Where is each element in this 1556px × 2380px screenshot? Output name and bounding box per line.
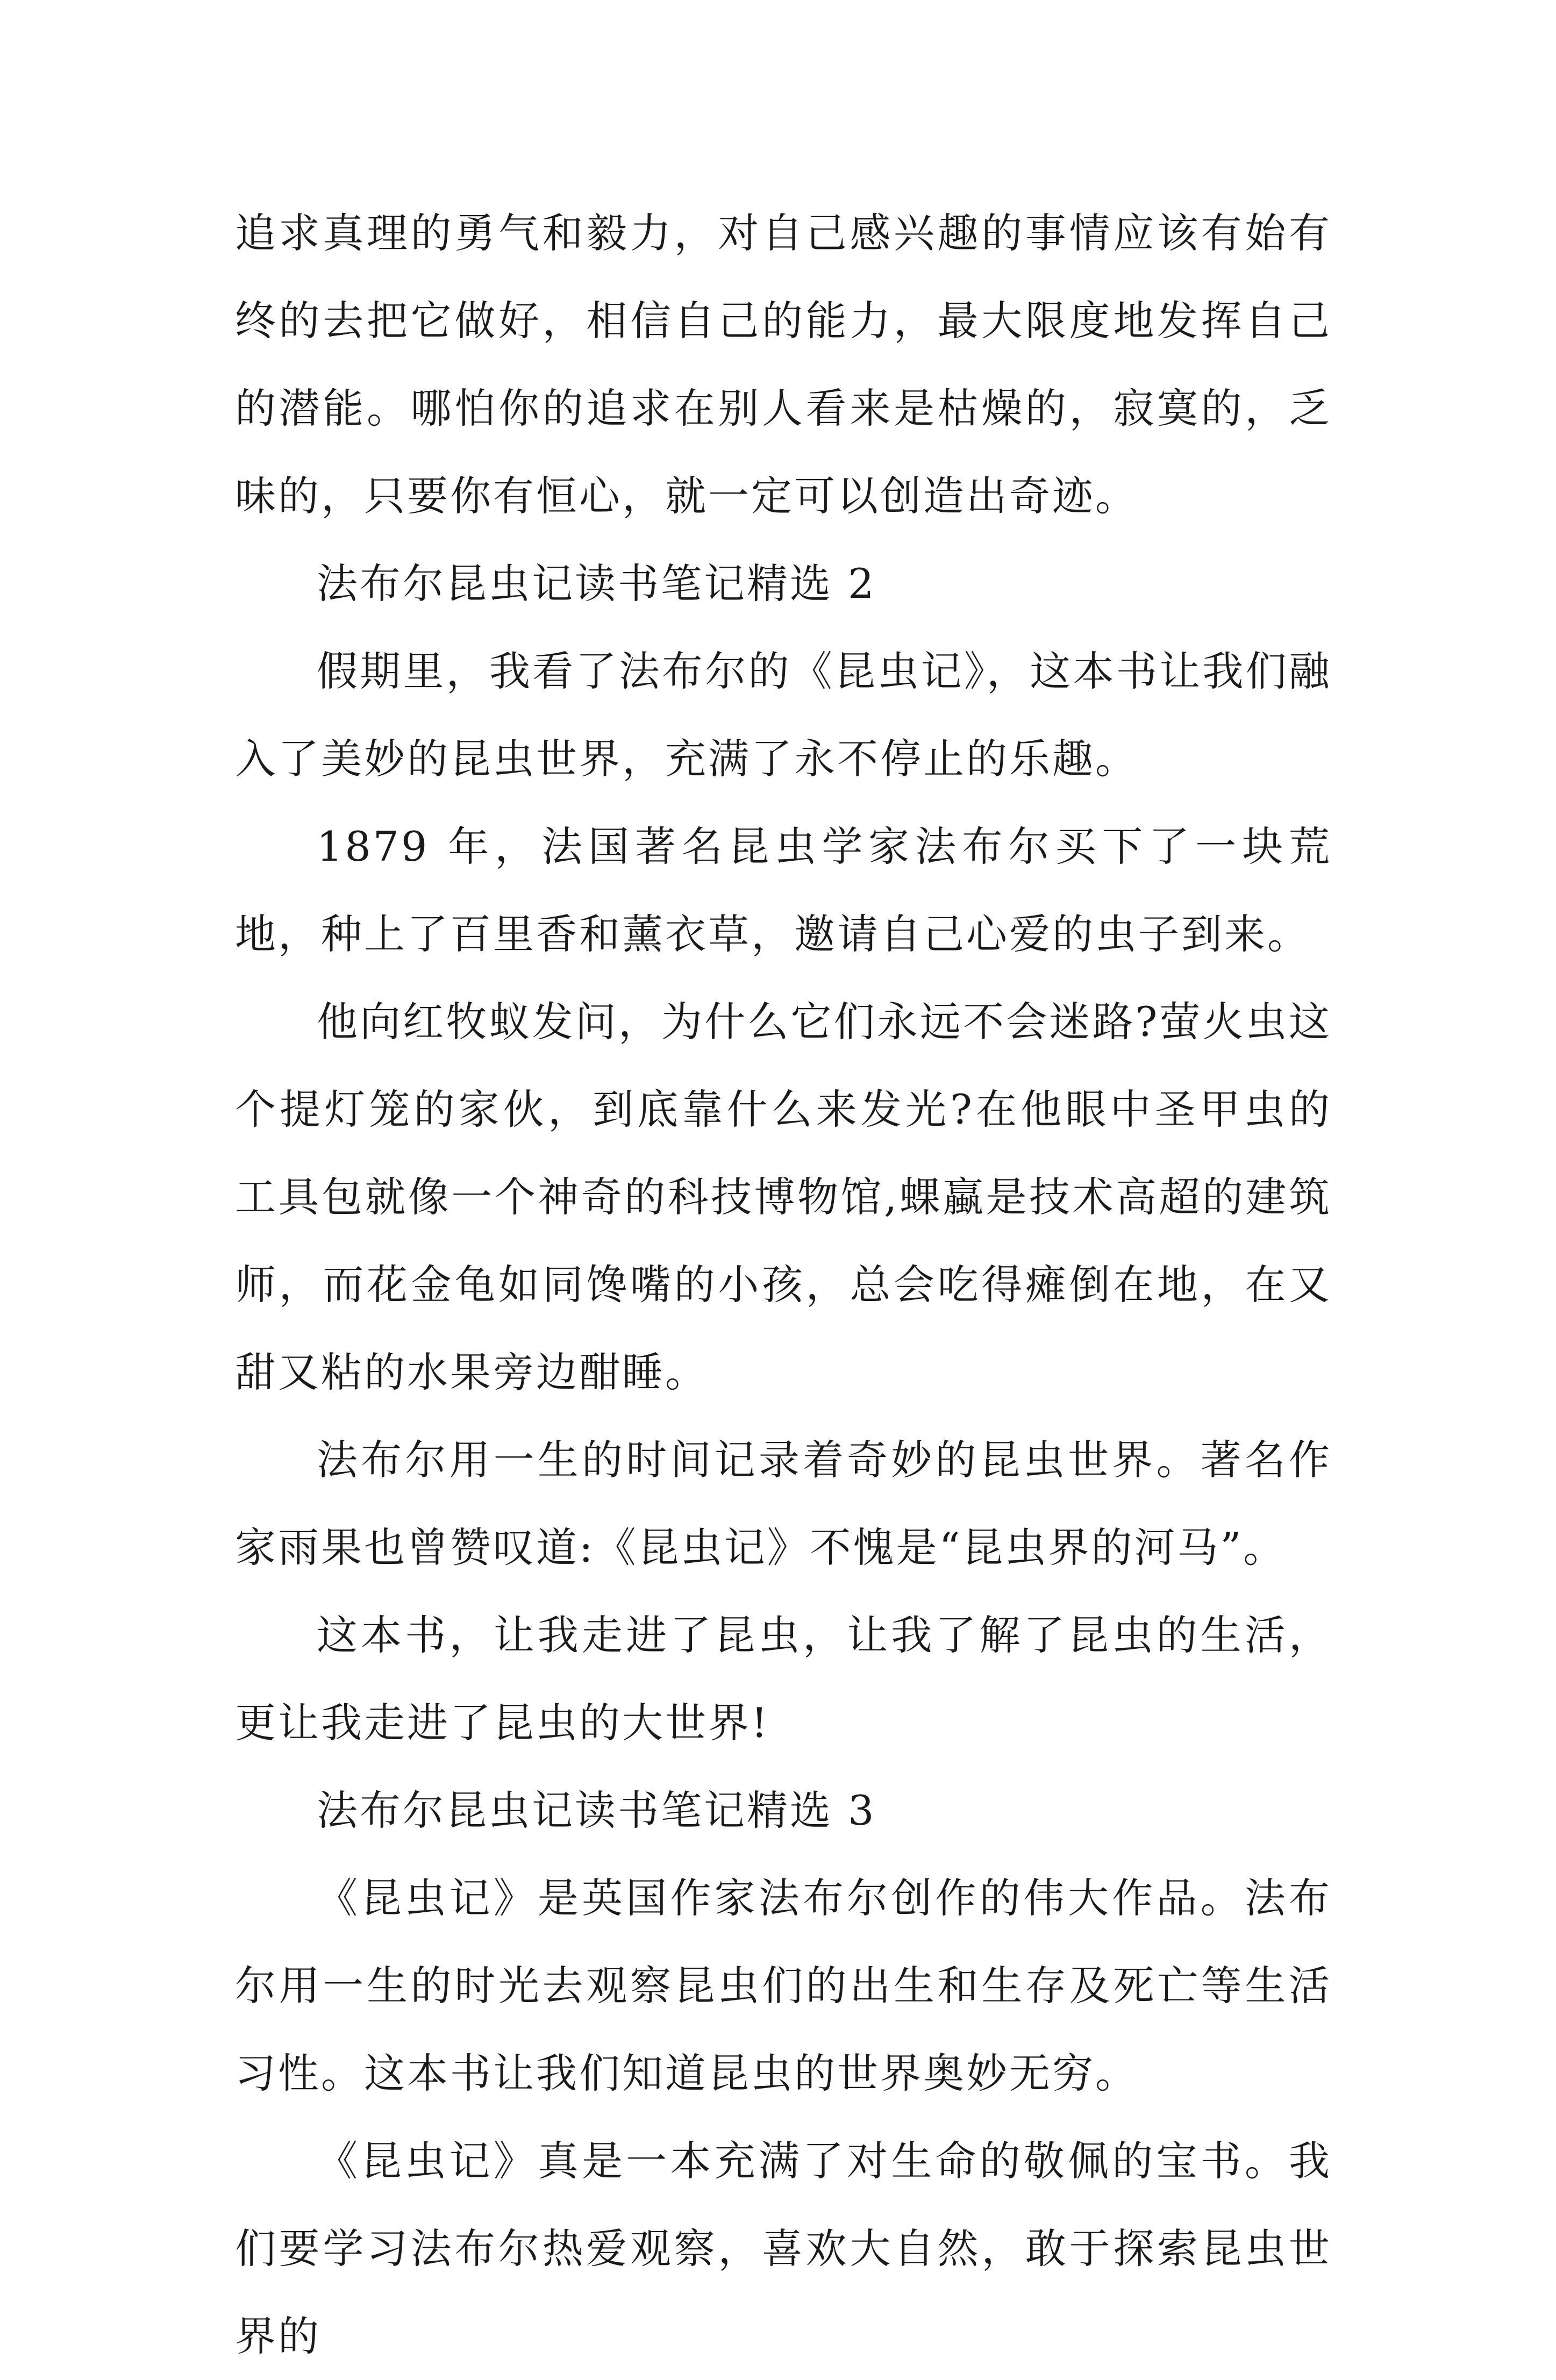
document-body: [235, 189, 1332, 2380]
paragraph: 法布尔用一生的时间记录着奇妙的昆虫世界。著名作家雨果也曾赞叹道:《昆虫记》不愧是“昆虫界的河马”。: [235, 1436, 1332, 1571]
paragraph: 假期里，我看了法布尔的《昆虫记》，这本书让我们融入了美妙的昆虫世界，充满了永不停止的乐趣。: [235, 647, 1332, 783]
paragraph: 1879 年，法国著名昆虫学家法布尔买下了一块荒地，种上了百里香和薰衣草，邀请自己心爱的虫子到来。: [235, 823, 1332, 958]
paragraph: 这本书，让我走进了昆虫，让我了解了昆虫的生活，更让我走进了昆虫的大世界!: [235, 1611, 1332, 1747]
paragraph-continued: 追求真理的勇气和毅力，对自己感兴趣的事情应该有始有终的去把它做好，相信自己的能力，最大限度地发挥自己的潜能。哪怕你的追求在别人看来是枯燥的，寂寞的，乏味的，只要你有恒心，就一定可以创造出奇迹。: [235, 209, 1332, 520]
paragraph: 《昆虫记》真是一本充满了对生命的敬佩的宝书。我们要学习法布尔热爱观察，喜欢大自然，敢于探索昆虫世界的: [235, 2137, 1332, 2360]
section-heading-2: 法布尔昆虫记读书笔记精选 2: [317, 560, 876, 607]
paragraph: 《昆虫记》是英国作家法布尔创作的伟大作品。法布尔用一生的时光去观察昆虫们的出生和生存及死亡等生活习性。这本书让我们知道昆虫的世界奥妙无穷。: [235, 1874, 1332, 2097]
paragraph: 他向红牧蚁发问，为什么它们永远不会迷路?萤火虫这个提灯笼的家伙，到底靠什么来发光?在他眼中圣甲虫的工具包就像一个神奇的科技博物馆,蜾蠃是技术高超的建筑师，而花金龟如同馋嘴的小孩，总会吃得瘫倒在地，在又甜又粘的水果旁边酣睡。: [235, 998, 1332, 1396]
section-heading-3: 法布尔昆虫记读书笔记精选 3: [317, 1786, 876, 1834]
